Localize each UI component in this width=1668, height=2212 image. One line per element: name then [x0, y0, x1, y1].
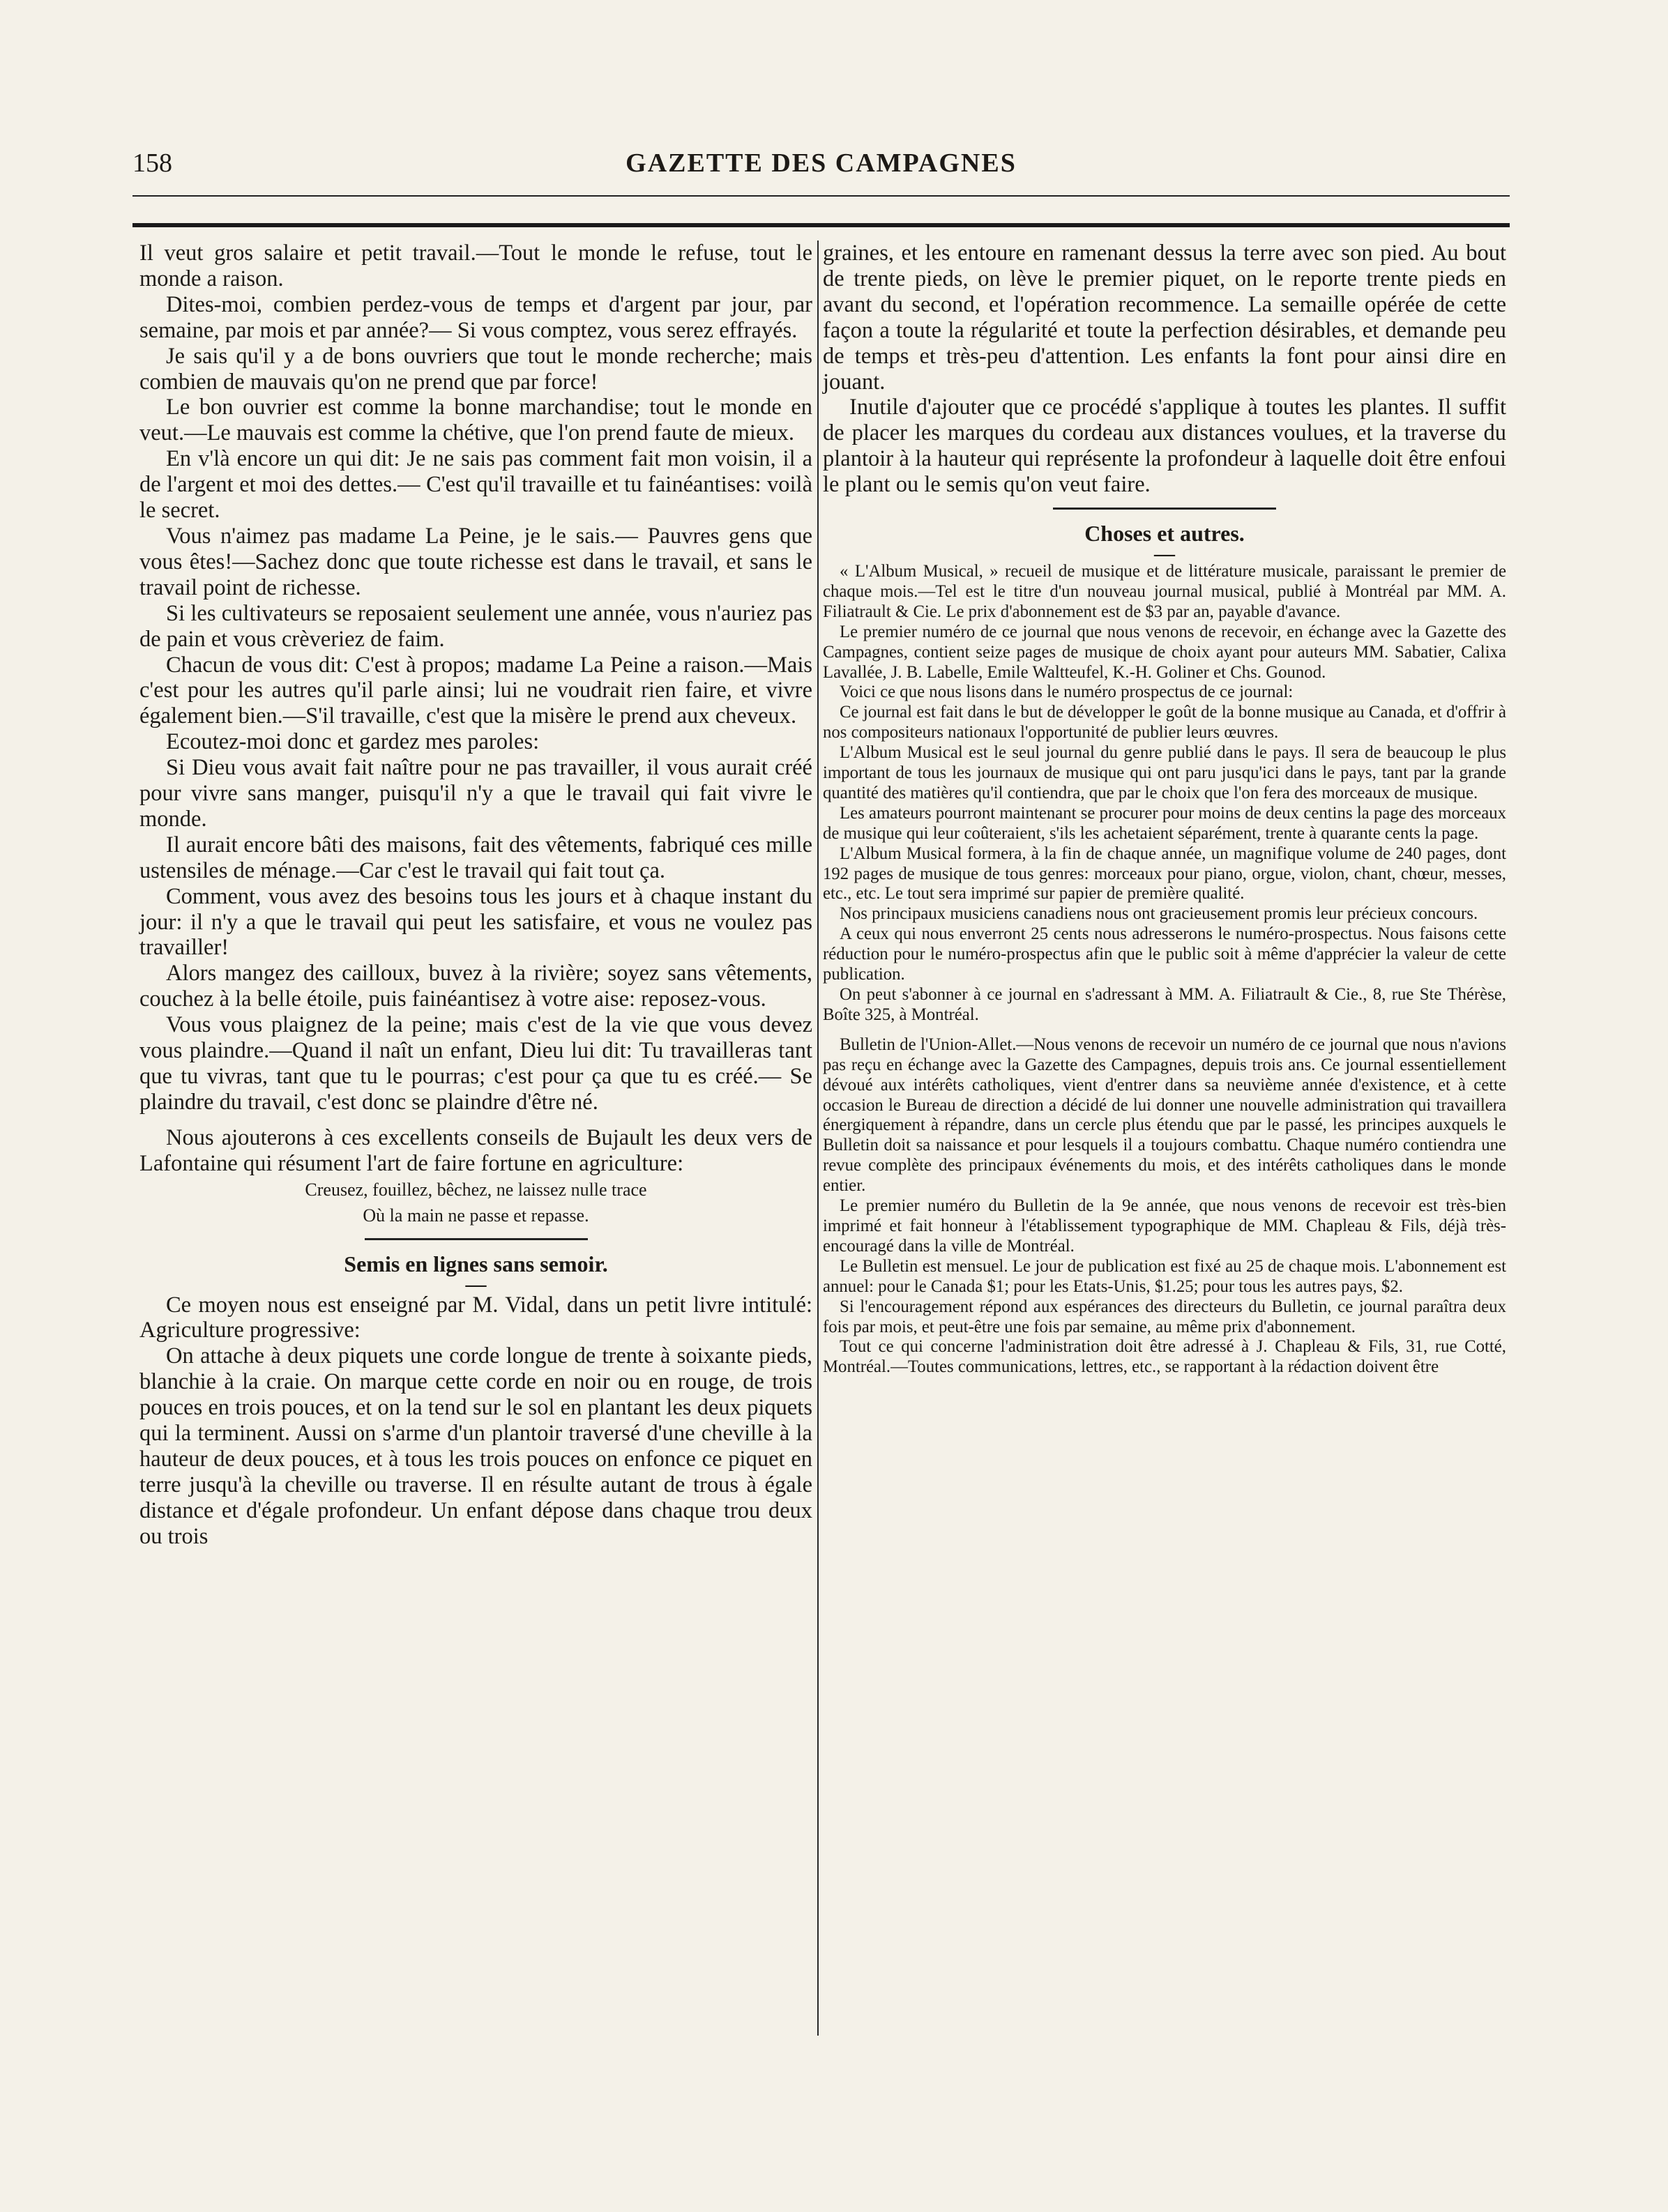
paragraph: Je sais qu'il y a de bons ouvriers que tout le monde recherche; mais combien de mauvais qu'on ne prend que par force! — [139, 343, 812, 395]
paragraph: Les amateurs pourront maintenant se procurer pour moins de deux centins la page des morceaux de musique qui leur coûteraient, s'ils les achetaient séparément, trente à quarante cents la page. — [823, 803, 1506, 843]
paragraph: Si les cultivateurs se reposaient seulement une année, vous n'auriez pas de pain et vous crèveriez de faim. — [139, 600, 812, 652]
paragraph: On peut s'abonner à ce journal en s'adressant à MM. A. Filiatrault & Cie., 8, rue Ste Thérèse, Boîte 325, à Montréal. — [823, 985, 1506, 1024]
paragraph: Comment, vous avez des besoins tous les jours et à chaque instant du jour: il n'y a que le travail qui peut les satisfaire, et vous ne voulez pas travailler! — [139, 883, 812, 961]
paragraph: L'Album Musical formera, à la fin de chaque année, un magnifique volume de 240 pages, dont 192 pages de musique de tous genres: morceaux pour piano, orgue, violon, chant, chœur, messes, etc., etc. Le tout sera imprimé sur papier de première qualité. — [823, 844, 1506, 903]
paragraph: Ce journal est fait dans le but de développer le goût de la bonne musique au Canada, et d'offrir à nos compositeurs nationaux l'opportunité de publier leurs œuvres. — [823, 703, 1506, 742]
paragraph: Le bon ouvrier est comme la bonne marchandise; tout le monde en veut.—Le mauvais est comme la chétive, que l'on prend faute de mieux. — [139, 395, 812, 446]
paragraph: Le premier numéro du Bulletin de la 9e année, que nous venons de recevoir est très-bien imprimé et fait honneur à l'établissement typographique de MM. Chapleau & Fils, déjà très-encouragé dans la ville de Montréal. — [823, 1196, 1506, 1256]
section-heading: Semis en lignes sans semoir. — [344, 1251, 608, 1276]
header-rule-thick — [132, 223, 1510, 227]
paragraph: Si l'encouragement répond aux espérances des directeurs du Bulletin, ce journal paraîtra deux fois par mois, et peut-être une fois par semaine, au même prix d'abonnement. — [823, 1297, 1506, 1336]
paragraph: Nos principaux musiciens canadiens nous ont gracieusement promis leur précieux concours. — [840, 904, 1478, 924]
bulletin-notice — [823, 1035, 1506, 1378]
album-musical-notice — [823, 562, 1506, 1025]
paragraph: Bulletin de l'Union-Allet.—Nous venons de recevoir un numéro de ce journal que nous n'avions pas reçu en échange avec la Gazette des Campagnes, depuis trois ans. Ce journal essentiellement dévoué aux intérêts catholiques, vient d'entrer dans sa neuvième année d'existence, et à cette occasion le Bureau de direction a décidé de lui donner une nouvelle administration qui travaillera énergiquement à répandre, dans un cercle plus étendu que par le passé, les principes auxquels le Bulletin doit sa naissance et pour lesquels il a toujours combattu. Chaque numéro contiendra une revue complète des principaux événements du mois, et des intérêts catholiques dans le monde entier. — [823, 1035, 1506, 1196]
paragraph: Inutile d'ajouter que ce procédé s'applique à toutes les plantes. Il suffit de placer les marques du cordeau aux distances voulues, et la traverse du plantoir à la hauteur qui représente la profondeur à laquelle doit être enfoui le plant ou le semis qu'on veut faire. — [823, 395, 1506, 498]
right-column — [823, 241, 1506, 1378]
paragraph: Ce moyen nous est enseigné par M. Vidal, dans un petit livre intitulé: Agriculture progressive: — [139, 1292, 812, 1343]
verse-line: Où la main ne passe et repasse. — [363, 1205, 589, 1226]
header-rule-thin — [132, 195, 1510, 197]
paragraph: Le Bulletin est mensuel. Le jour de publication est fixé au 25 de chaque mois. L'abonnement est annuel: pour le Canada $1; pour les Etats-Unis, $1.25; pour tous les autres pays, $2. — [823, 1256, 1506, 1296]
journal-title: GAZETTE DES CAMPAGNES — [626, 148, 1017, 178]
paragraph: A ceux qui nous enverront 25 cents nous adresserons le numéro-prospectus. Nous faisons cette réduction pour le numéro-prospectus afin que le public soit à même d'apprécier la valeur de cette publication. — [823, 924, 1506, 984]
paragraph: Voici ce que nous lisons dans le numéro prospectus de ce journal: — [840, 682, 1294, 702]
page-header — [132, 148, 1510, 183]
paragraph: Alors mangez des cailloux, buvez à la rivière; soyez sans vêtements, couchez à la belle étoile, puis fainéantisez à votre aise: reposez-vous. — [139, 961, 812, 1012]
left-column — [139, 241, 812, 1550]
page-number: 158 — [132, 148, 172, 178]
paragraph: Vous vous plaignez de la peine; mais c'est de la vie que vous devez vous plaindre.—Quand il naît un enfant, Dieu lui dit: Tu travailleras tant que tu vivras, tant que tu le pourras; c'est pour ça que tu es créé.— Se plaindre du travail, c'est donc se plaindre d'être né. — [139, 1012, 812, 1115]
paragraph: Tout ce qui concerne l'administration doit être adressé à J. Chapleau & Fils, 31, rue Cotté, Montréal.—Toutes communications, lettres, etc., se rapportant à la rédaction doivent être — [823, 1337, 1506, 1377]
heading-dash: — — [1154, 542, 1175, 565]
paragraph: Chacun de vous dit: C'est à propos; madame La Peine a raison.—Mais c'est pour les autres qu'il parle ainsi; lui ne voudrait rien faire, et vivre également bien.—S'il travaille, c'est que la misère le prend aux cheveux. — [139, 652, 812, 729]
paragraph: Ecoutez-moi donc et gardez mes paroles: — [166, 729, 540, 755]
paragraph: Si Dieu vous avait fait naître pour ne pas travailler, il vous aurait créé pour vivre sans manger, puisqu'il n'y a que le travail qui fait vivre le monde. — [139, 755, 812, 832]
paragraph: Vous n'aimez pas madame La Peine, je le sais.— Pauvres gens que vous êtes!—Sachez donc que toute richesse est dans le travail, et sans le travail point de richesse. — [139, 523, 812, 600]
heading-dash: — — [465, 1272, 487, 1296]
paragraph: « L'Album Musical, » recueil de musique et de littérature musicale, paraissant le premier de chaque mois.—Tel est le titre d'un nouveau journal musical, publié à Montréal par MM. A. Filiatrault & Cie. Le prix d'abonnement est de $3 par an, payable d'avance. — [823, 561, 1506, 621]
paragraph: L'Album Musical est le seul journal du genre publié dans le pays. Il sera de beaucoup le plus important de tous les journaux de musique qui ont paru jusqu'ici dans le pays, tant par la grande quantité des matières qu'il contiendra, que par le choix que l'on fera des morceaux de musique. — [823, 743, 1506, 802]
paragraph: En v'là encore un qui dit: Je ne sais pas comment fait mon voisin, il a de l'argent et moi des dettes.— C'est qu'il travaille et tu fainéantises: voilà le secret. — [139, 446, 812, 524]
paragraph: Il veut gros salaire et petit travail.—Tout le monde le refuse, tout le monde a raison. — [139, 241, 812, 291]
paragraph: Il aurait encore bâti des maisons, fait des vêtements, fabriqué ces mille ustensiles de ménage.—Car c'est le travail qui fait tout ça. — [139, 832, 812, 883]
closing-paragraph: Nous ajouterons à ces excellents conseils de Bujault les deux vers de Lafontaine qui résument l'art de faire fortune en agriculture: — [139, 1124, 812, 1176]
section-heading: Choses et autres. — [1084, 521, 1245, 547]
column-divider — [817, 241, 819, 2036]
verse-line: Creusez, fouillez, bêchez, ne laissez nulle trace — [305, 1179, 647, 1200]
paragraph: Dites-moi, combien perdez-vous de temps et d'argent par jour, par semaine, par mois et par année?— Si vous comptez, vous serez effrayés. — [139, 291, 812, 343]
paragraph: graines, et les entoure en ramenant dessus la terre avec son pied. Au bout de trente pieds, on lève le premier piquet, on le reporte trente pieds en avant du second, et l'opération recommence. La semaille opérée de cette façon a toute la régularité et toute la perfection désirables, et demande peu de temps et très-peu d'attention. Les enfants la font pour ainsi dire en jouant. — [823, 241, 1506, 395]
section-separator — [1053, 508, 1276, 510]
paragraph: Le premier numéro de ce journal que nous venons de recevoir, en échange avec la Gazette des Campagnes, contient seize pages de musique de choix ayant pour auteurs MM. Sabatier, Calixa Lavallée, J. B. Labelle, Emile Waltteufel, K.-H. Goliner et Chs. Gounod. — [823, 622, 1506, 682]
section-separator — [365, 1238, 588, 1240]
paragraph: On attache à deux piquets une corde longue de trente à soixante pieds, blanchie à la craie. On marque cette corde en noir ou en rouge, de trois pouces en trois pouces, et on la tend sur le sol en plantant les deux piquets qui la terminent. Aussi on s'arme d'un plantoir traversé d'une cheville à la hauteur de deux pouces, et à tous les trois pouces on enfonce ce piquet en terre jusqu'à la cheville ou traverse. Il en résulte autant de trous à égale distance et d'égale profondeur. Un enfant dépose dans chaque trou deux ou trois — [139, 1343, 812, 1549]
